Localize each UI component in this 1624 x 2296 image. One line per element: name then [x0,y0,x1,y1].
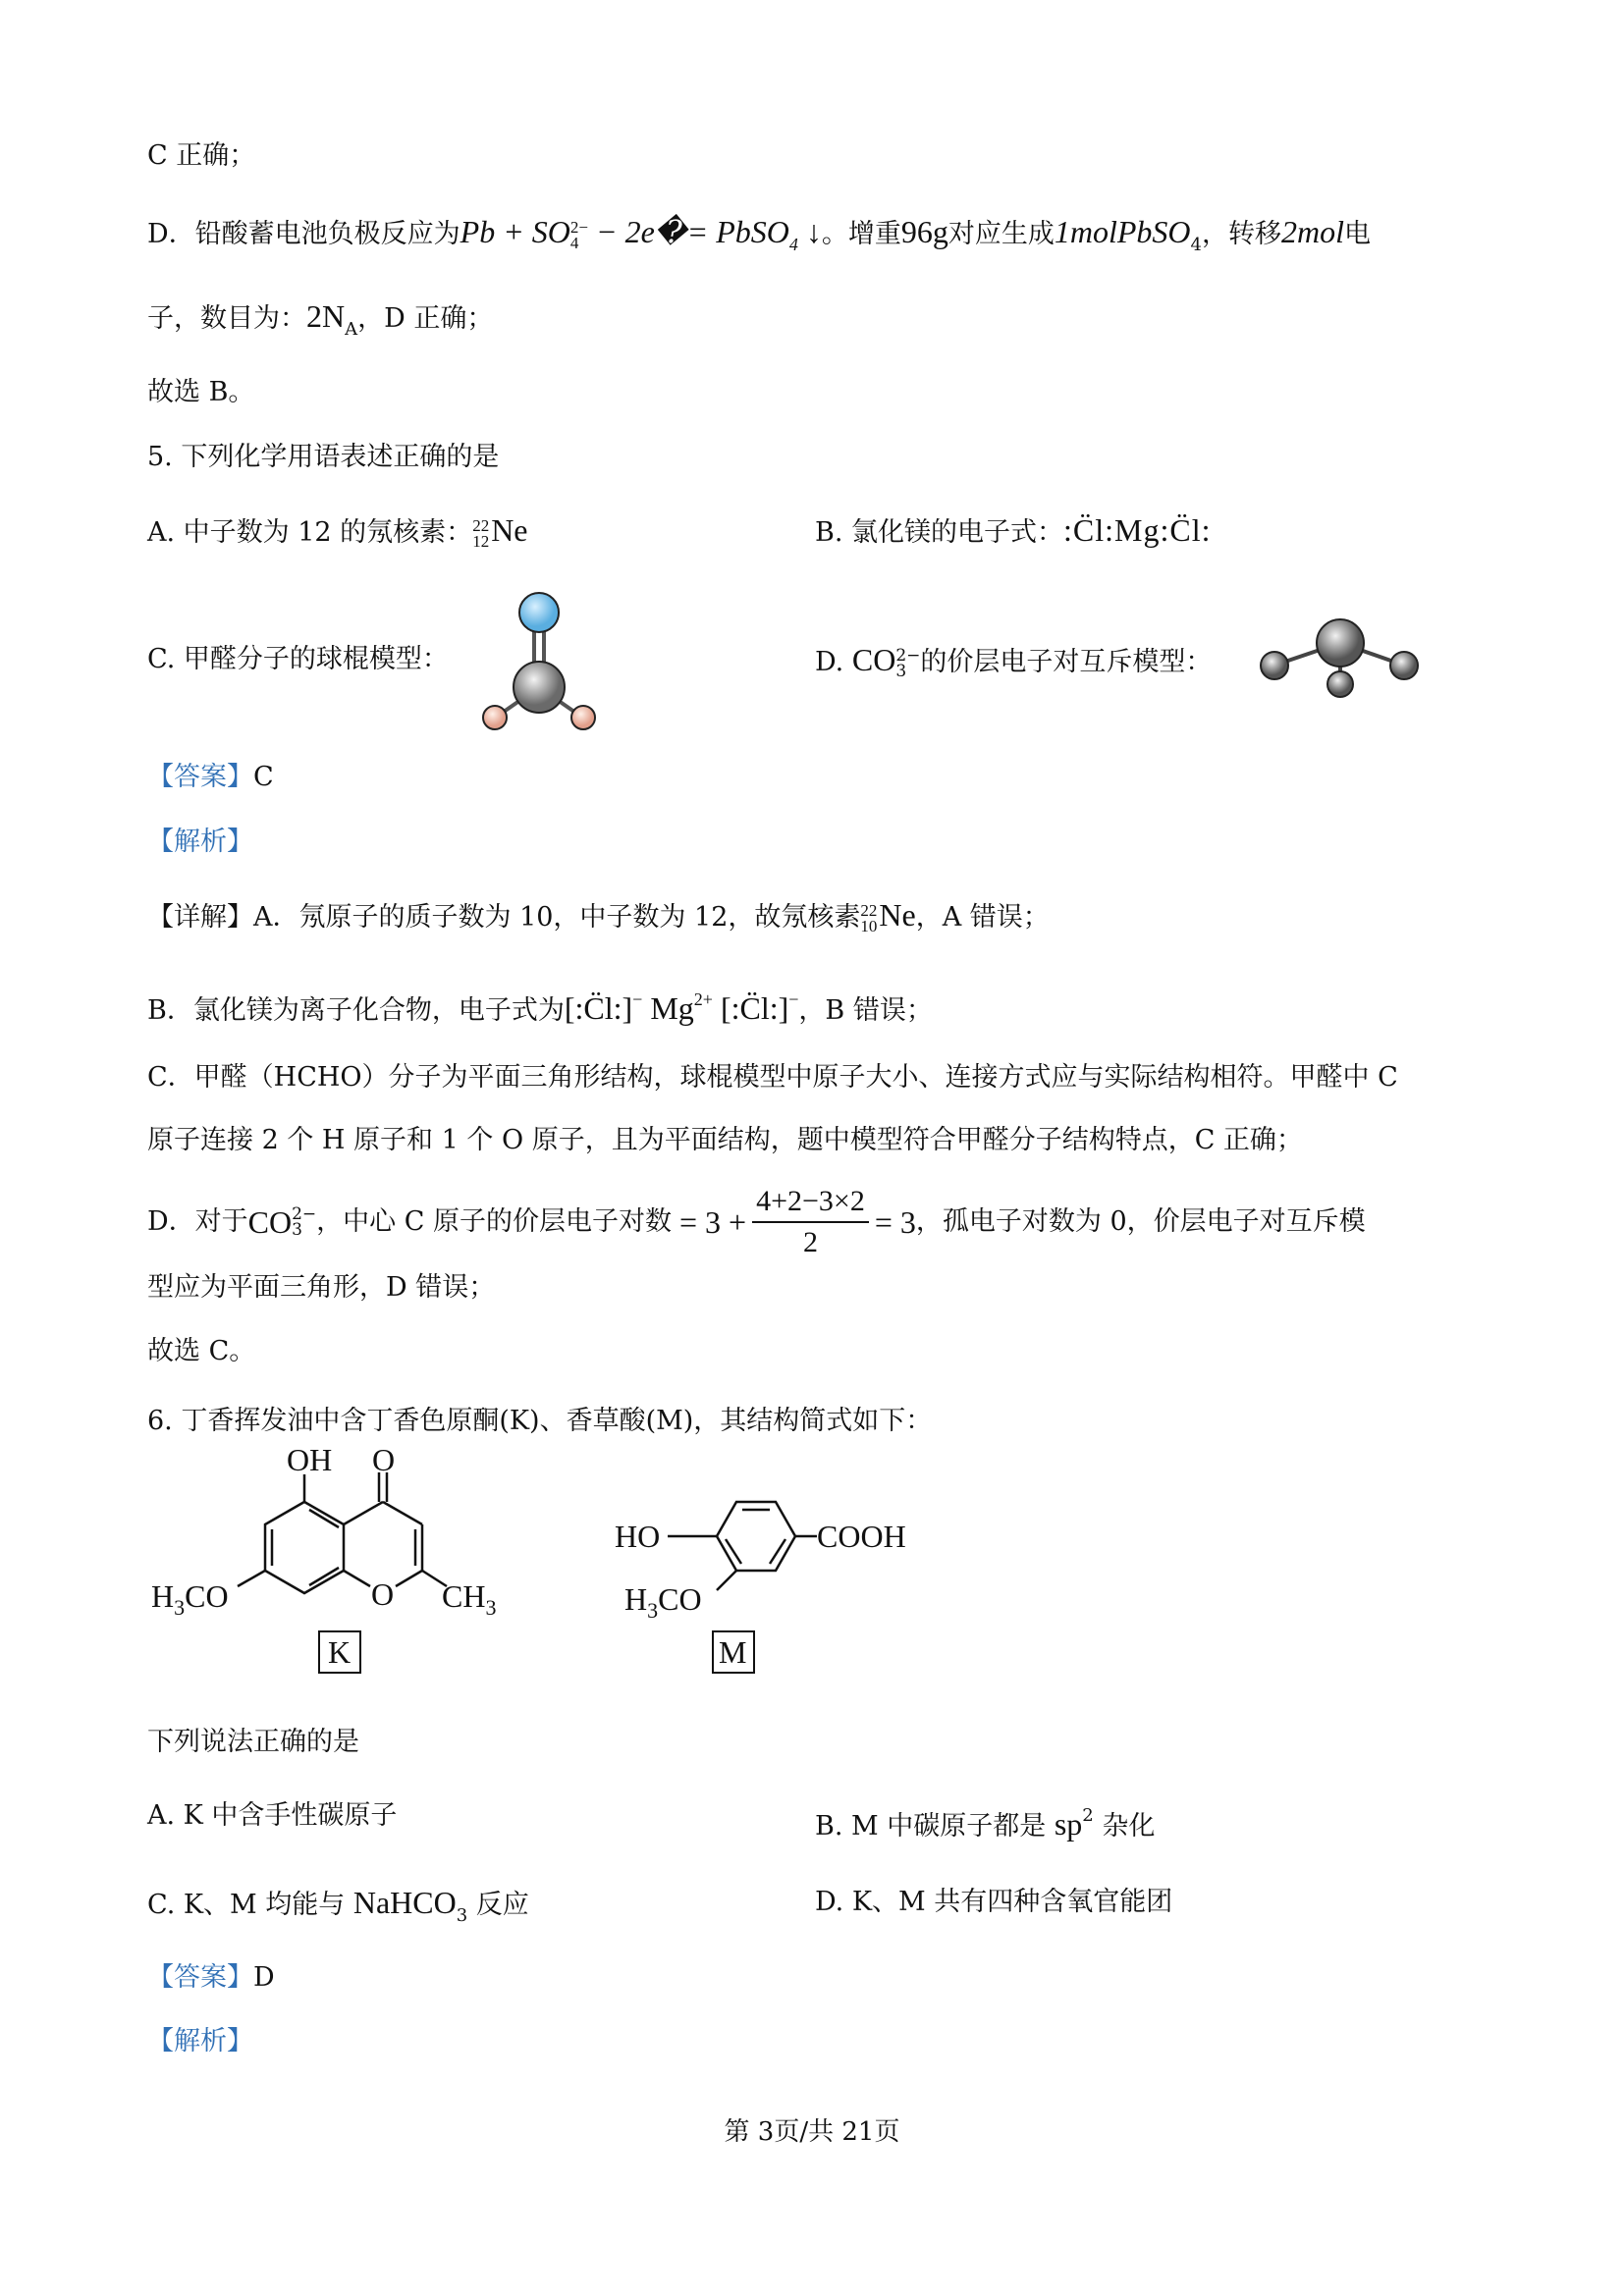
svg-text:M: M [719,1634,747,1670]
page-footer: 第 3页/共 21页 [724,2117,900,2147]
answer-6: 【答案】D [147,1962,275,1993]
option-5c: C. 甲醛分子的球棍模型： [147,644,449,674]
svg-text:H3CO: $H_3CO$ [151,1578,229,1620]
svg-text:CH3: $CH_3$ [442,1578,497,1620]
analysis-heading: 【解析】 [147,827,253,857]
option-6b: B. M 中碳原子都是 $sp^2$ 杂化 [815,1805,1156,1842]
text-line: 子，数目为：$2N_A$，D 正确； [147,298,494,340]
svg-text:K: K [328,1634,352,1670]
text-line: 下列说法正确的是 [147,1727,359,1757]
detail-c2: 原子连接 2 个 H 原子和 1 个 O 原子，且为平面结构，题中模型符合甲醛分子结构特点，C 正确； [147,1125,1303,1155]
detail-a: 【详解】A．氖原子的质子数为 10，中子数为 12，故氖核素22 10Ne，A 错误； [147,897,1050,935]
detail-c1: C．甲醛（HCHO）分子为平面三角形结构，球棍模型中原子大小、连接方式应与实际结构相符。甲醛中 C [147,1062,1398,1093]
svg-text:H3CO: $H_3CO$ [624,1581,702,1623]
structure-k [147,1442,520,1688]
detail-b: B．氯化镁为离子化合物，电子式为[:C̈l:]− $Mg^{2+}$ [:C̈l:]−，B 错误； [147,989,933,1026]
text-line: 故选 B。 [147,377,255,407]
option-5a: A. 中子数为 12 的氖核素：22 12Ne [147,512,528,551]
detail-d1: D．对于 CO 2− 3 ，中心 C 原子的价层电子对数 = 3 + $\frac{4+2-3\times 2}{2}$ = 3 ，孤电子对数为 0，价层电子对互斥模 [147,1178,1366,1266]
structure-m [609,1453,943,1688]
text-line: 故选 C。 [147,1336,256,1366]
formaldehyde-ball-stick-model [479,589,607,736]
equation: Pb + SO2− 4 − 2e�= PbSO$_4$ ↓ [460,214,822,254]
option-5d: D. CO2− 3 的价层电子对互斥模型： [815,642,1213,681]
svg-text:COOH: COOH [817,1519,906,1554]
text-line: D．铅酸蓄电池负极反应为Pb + SO2− 4 − 2e�= PbSO$_4$ ↓。增重96g对应生成1molPbSO$_4$，转移2mol电 [147,214,1371,255]
option-5b: B. 氯化镁的电子式：:C̈l:Mg:C̈l: [815,512,1212,548]
svg-text:O: O [372,1442,396,1477]
question-5: 5. 下列化学用语表述正确的是 [147,442,500,472]
svg-text:O: O [371,1576,395,1612]
text-line: C 正确； [147,140,256,171]
detail-d2: 型应为平面三角形，D 错误； [147,1272,496,1303]
analysis-heading: 【解析】 [147,2026,253,2056]
svg-text:HO: HO [615,1519,661,1554]
answer-5: 【答案】C [147,762,274,792]
option-6d: D. K、M 共有四种含氧官能团 [815,1887,1173,1917]
co3-vsepr-model [1257,614,1424,702]
option-6a: A. K 中含手性碳原子 [147,1800,398,1831]
question-6: 6. 丁香挥发油中含丁香色原酮(K)、香草酸(M)，其结构简式如下： [147,1406,933,1436]
option-6c: C. K、M 均能与 NaHCO$_3$ 反应 [147,1885,529,1926]
svg-text:OH: OH [287,1442,333,1477]
